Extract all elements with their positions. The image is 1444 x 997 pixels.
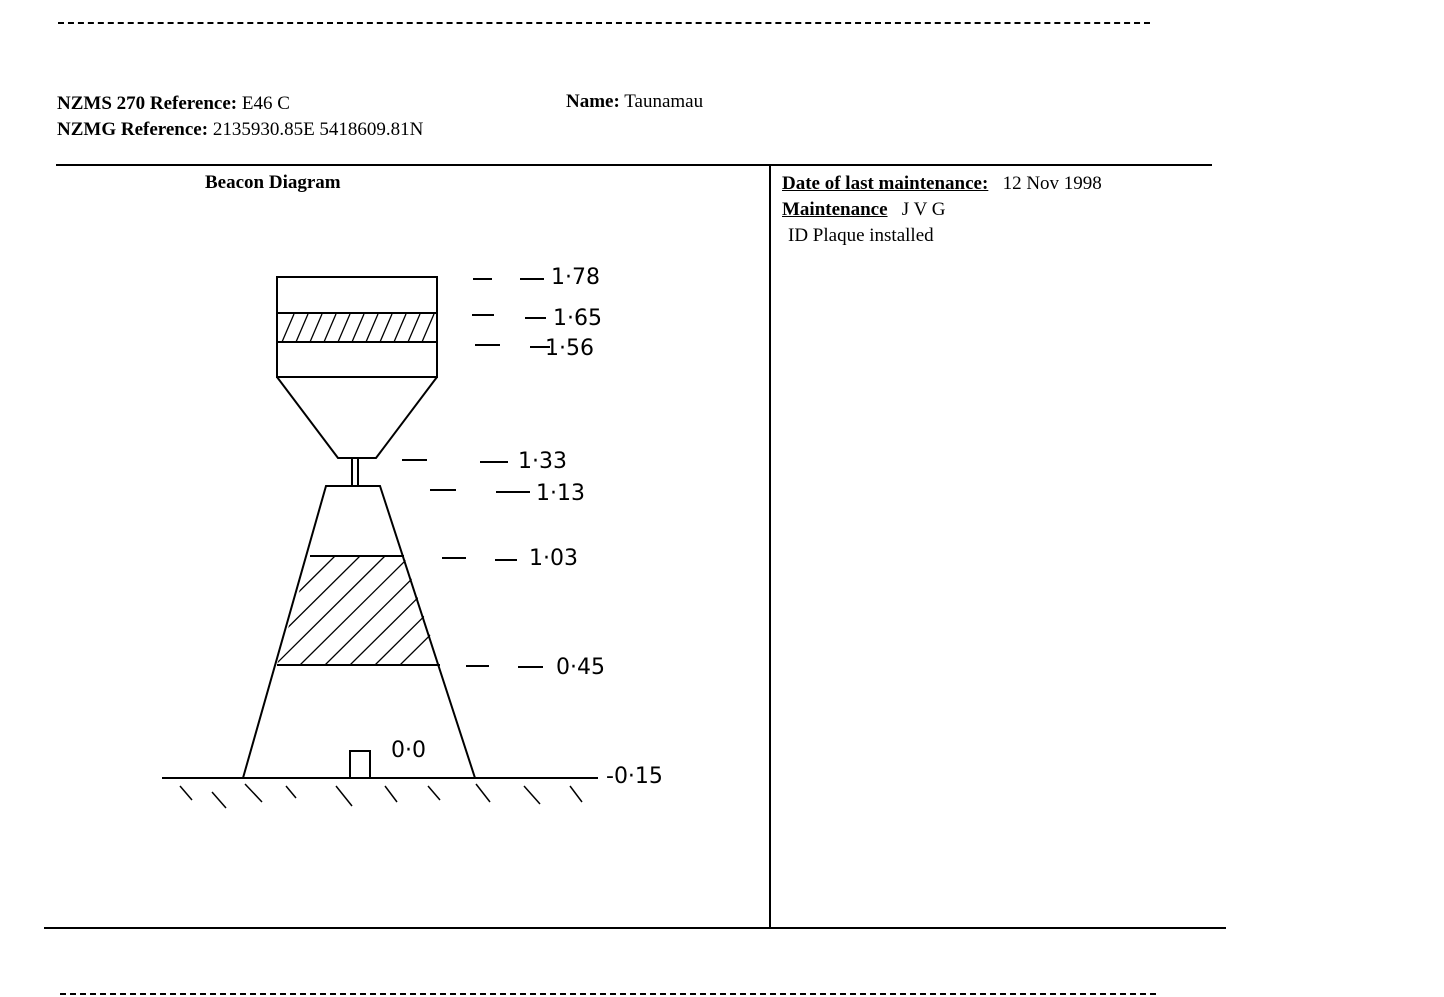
nzms-reference-value: E46 C bbox=[241, 93, 290, 114]
diagram-title: Beacon Diagram bbox=[205, 172, 341, 193]
topmark-box bbox=[277, 277, 437, 377]
bottom-dashed-line bbox=[60, 993, 1156, 995]
maintenance-by-value: J V G bbox=[901, 199, 946, 220]
level-label-datum: 0·0 bbox=[391, 738, 426, 763]
level-label-1-65: 1·65 bbox=[553, 306, 602, 331]
datum-mark bbox=[350, 751, 370, 778]
nzmg-reference-label: NZMG Reference: bbox=[57, 119, 209, 140]
level-label-ground: -0·15 bbox=[606, 764, 663, 789]
level-label-1-13: 1·13 bbox=[536, 481, 585, 506]
maintenance-date-label: Date of last maintenance: bbox=[782, 173, 989, 194]
maintenance-by-label: Maintenance bbox=[782, 199, 888, 220]
maintenance-date-value: 12 Nov 1998 bbox=[1002, 173, 1102, 194]
topmark-hatching bbox=[282, 314, 434, 342]
nzms-reference-label: NZMS 270 Reference: bbox=[57, 93, 238, 114]
level-label-1-33: 1·33 bbox=[518, 449, 567, 474]
level-label-0-45: 0·45 bbox=[556, 655, 605, 680]
ground-hatching bbox=[180, 784, 582, 808]
maintenance-note: ID Plaque installed bbox=[788, 225, 934, 246]
level-label-1-03: 1·03 bbox=[529, 546, 578, 571]
level-label-1-78: 1·78 bbox=[551, 265, 600, 290]
band-hatching bbox=[225, 556, 510, 665]
level-labels bbox=[391, 265, 663, 789]
inverted-cone bbox=[277, 377, 437, 458]
level-label-1-56: 1·56 bbox=[545, 336, 594, 361]
beacon-name-label: Name: bbox=[566, 91, 620, 112]
beacon-name-value: Taunamau bbox=[624, 91, 704, 112]
nzmg-reference-value: 2135930.85E 5418609.81N bbox=[212, 119, 424, 140]
